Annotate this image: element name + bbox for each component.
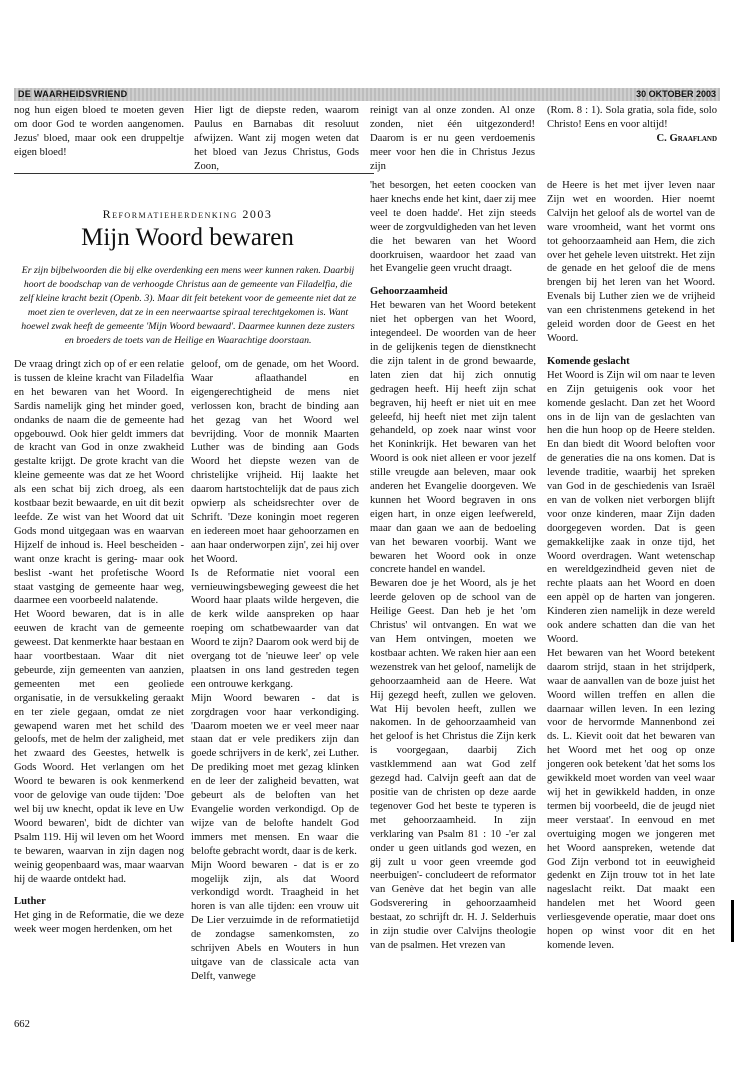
article-kicker: Reformatieherdenking 2003 [102, 207, 273, 221]
issue-date: 30 OKTOBER 2003 [636, 89, 716, 99]
page-number: 662 [14, 1019, 30, 1030]
article-col-4 [547, 179, 715, 953]
prev-article-col-1 [14, 104, 184, 160]
paragraph: geloof, om de genade, om het Woord. Waar aflaathandel en eigengerechtigheid de mens niet verlossen kon, bracht de binding aan het gezag van het Woord wel bevrijding. Voor de monnik Maarten Luther was de binding aan Gods Woord het diepste wezen van de christelijke vrijheid. Hij laakte het daarom hartstochtelijk dat de paus zich opwierp als scheidsrechter over de Schrift. 'Deze koningin moet regeren en iedereen moet haar gehoorzamen en aan haar onderworpen zijn', zei hij over het Woord. [191, 359, 359, 565]
article-col-2 [191, 358, 359, 984]
paragraph: reinigt van al onze zonden. Al onze zonden, niet één uitgezonderd! Daarom is er nu geen verdoemenis meer voor hen die in Christus Jezus zijn [370, 105, 535, 172]
prev-article-col-3 [370, 104, 535, 174]
paragraph: (Rom. 8 : 1). Sola gratia, sola fide, solo Christo! Eens en voor altijd! [547, 105, 717, 130]
paragraph: Mijn Woord bewaren - dat is er zo mogelijk zijn, als dat Woord verkondigd wordt. Traagheid in het horen is van alle tijden: een vrouw uit De Lier verzuimde in de reformatietijd de zondagse samenkomsten, zo schrijven Abels en Wouters in hun uitgave van de classicale acta van Delft, vanwege [191, 859, 359, 982]
paragraph: Hier ligt de diepste reden, waarom Paulus en Barnabas dit resoluut afwijzen. Want zij mogen weten dat het bloed van Jezus Christus, Gods Zoon, [194, 105, 359, 172]
masthead-title: DE WAARHEIDSVRIEND [18, 89, 128, 99]
paragraph: Het Woord bewaren, dat is in alle eeuwen de kracht van de gemeente geweest. Dat kenmerkte haar bestaan en haar voortbestaan. Waar dit niet gebeurde, zijn gemeenten van aanzien, gemeenten met een geoliede organisatie, in de versukkeling geraakt en ter ziele gegaan, omdat ze niet gewapend waren met het schild des geloofs, met de helm der zaligheid, met het zwaard des Geestes, hetwelk is Gods Woord. Het verlangen om het Woord te bewaren is ook kenmerkend voor de gelovige van oude tijden: 'Doe wel bij uw knecht, opdat ik leve en Uw Woord bewaren', bidt de dichter van Psalm 119. Hij wil leven om het Woord te bewaren, waarvan in zijn dagen nog weinig geopenbaard was, maar waarvan hij de waarde ontdekt had. [14, 609, 185, 885]
prev-article-col-2 [194, 104, 359, 174]
paragraph: Het ging in de Reformatie, die we deze week weer mogen herdenken, om het [14, 910, 184, 936]
paragraph: nog hun eigen bloed te moeten geven om door God te worden aangenomen. Jezus' bloed, maar ook een druppeltje eigen bloed! [14, 105, 184, 158]
section-divider [14, 173, 374, 174]
paragraph: Het bewaren van het Woord betekent niet het opbergen van het Woord, integendeel. De woorden van de heer in de gelijkenis tegen de dienstknecht die zijn talent in de grond bewaarde, laten zien dat hij zich onnutig gedragen heeft. Hij heeft zijn schat begraven, hij heeft er niet uit en mee geleefd, hij heeft niet met zijn talent gehandeld, op zoek naar winst voor het Koninkrijk. Het bewaren van het Woord is ook niet alleen er voor jezelf stille vreugde aan beleven, maar ook anderen het Evangelie doorgeven. We kunnen het Woord begraven in ons eigen hart, in onze eigen leefwereld, maar dan gaan we aan de bedoeling van het bewaren voorbij. Want we bewaren het Woord ook in onze concrete handel en wandel. [370, 300, 536, 576]
paragraph: De vraag dringt zich op of er een relatie is tussen de kleine kracht van Filadelfia en het bewaren van het Woord. In Sardis namelijk ging het minder goed, ondanks de naam die de gemeente had opgebouwd. Ook hier geldt immers dat de kracht van God in onze zwakheid gestalte krijgt. De grote kracht van die kleine gemeente was dat ze het Woord als een schat bij zich droeg, als een kostbaar bezit bewaarde, en uit dit bezit leefde. Ze wist van het Woord dat uit Gods mond uitgegaan was en waarvan Hijzelf de inhoud is. Heel bescheiden -want onze kracht is gering- maar ook beslist -want het profetische Woord staat vastging de gemeente haar weg, daarmee een voorbeeld nalatende. [14, 359, 184, 607]
subheading: Luther [14, 896, 46, 908]
paragraph: Is de Reformatie niet vooral een vernieuwingsbeweging geweest die het Woord haar plaats wilde hergeven, die de kerk wilde aanspreken op haar roeping om schatbewaarder van dat Woord te zijn? Daarom ook werd bij de overgang tot de 'nieuwe leer' op vele plaatsen in ons land gestreden tegen een ontrouwe kerkgang. [191, 567, 359, 690]
article-col-1 [14, 358, 184, 937]
paragraph: 'het besorgen, het eeten coocken van haer knechs ende het kint, daer zij mee veel te doen hadde'. Het zijn steeds weer de zorgvuldigheden van het leven die het bewaren van het Woord doorkruisen, waardoor het zaad van het Evangelie geen vrucht draagt. [370, 180, 537, 275]
paragraph: Mijn Woord bewaren - dat is zorgdragen voor haar verkondiging. 'Daarom moeten we er veel meer naar staan dat er vele predikers zijn dan goede schrijvers in de kerk', zei Luther. De prediking moet met gezag klinken en de leer der zaligheid bevatten, wat gebeurt als de beloften van het Evangelie worden verkondigd. Op de wijze van de belofte handelt God immers met mensen. En waar die belofte gebracht wordt, daar is de kerk. [191, 692, 359, 857]
masthead-bar [14, 88, 720, 101]
paragraph: de Heere is het met ijver leven naar Zijn wet en woorden. Hier noemt Calvijn het geloof als de wortel van de ware vroomheid, want het vormt ons tot gehoorzaamheid aan Hem, die zich over het gehele leven uitstrekt. Het zijn de genade en het geloof die de mens brengen bij het leren van het Woord. Evenals bij Luther zien we de vrijheid van een christenmens getekend in het geleid worden door de Geest en het Woord. [547, 180, 715, 344]
article-title: Mijn Woord bewaren [81, 224, 294, 251]
subheading: Gehoorzaamheid [370, 286, 448, 298]
subheading: Komende geslacht [547, 355, 630, 367]
author-signature: C. Graafland [656, 132, 717, 144]
prev-article-col-4 [547, 104, 717, 146]
paragraph: Het Woord is Zijn wil om naar te leven en Zijn getuigenis ook voor het komende geslacht. Dan zet het Woord ons in de lijn van de geslachten van hen die hun hoop op de Heere stelden. En dan biedt dit Woord beloften voor de generaties die na ons komen. Dat is levende traditie, waarbij het spreken van God in de geschiedenis van Israël en van de volken niet verborgen blijft voor onze kinderen, maar Zijn daden doorgegeven worden. Dat is geen gemakkelijke zaak in onze tijd, het Woord overdragen. Want wetenschap en wereldgezindheid geven niet de rechte plaats aan het Woord en doen een appèl op de harten van jongeren. Kinderen zien namelijk in deze wereld ook andere schatten dan die van het Woord. [547, 369, 715, 645]
article-intro: Er zijn bijbelwoorden die bij elke overdenking een mens weer kunnen raken. Daarbij hoort de boodschap van de verhoogde Christus aan de gemeente van Filadelfia, die zelf kleine kracht bezit (Openb. 3). Maar dit feit betekent voor de gemeente niet dat ze moet zien te overleven, dat ze in een neerwaartse spiraal terechtgekomen is. Want hoewel zwak heeft de gemeente 'Mijn Woord bewaard'. Daarmee kunnen deze zusters en broeders de toets van de Heilige en Waarachtige doorstaan. [19, 265, 357, 346]
paragraph: Bewaren doe je het Woord, als je het leerde geloven op de school van de Heilige Geest. Dan heb je het 'om Christus' wil ontvangen. En wat we van Hem ontvingen, moeten we kostbaar achten. We raken hier aan een wezenstrek van het geloof, namelijk de gehoorzaamheid aan de Heere. Wat Hij gezegd heeft, zullen we geloven. Wat Hij bevolen heeft, zullen we nakomen. In de gehoorzaamheid van het geloof is het Christus die Zijn kerk is voorgegaan, daarbij Zich vastklemmend aan wat God zelf gezegd had. Calvijn geeft aan dat de positie van de christen op deze aarde tegenover God het beste te typeren is met gehoorzaamheid. In zijn verklaring van Psalm 81 : 10 -'er zal onder u geen uitlands god wezen, en gij zult u voor geen vreemde god neerbuigen'- concludeert de reformator van Genève dat het begin van alle Godsverering in gehoorzaamheid bestaat, zo schrijft dr. H. J. Selderhuis in zijn studie over Calvijns theologie van de psalmen. Het vrezen van [370, 578, 536, 951]
scan-edge-mark [731, 900, 734, 942]
article-col-3 [370, 179, 536, 953]
paragraph: Het bewaren van het Woord betekent daarom strijd, staan in het strijdperk, waar de aanvallen van de boze juist het Woord willen treffen en allen die daarnaar willen leven. In een lezing voor de hervormde Mannenbond zei ds. L. Kievit ooit dat het bewaren van het Woord met het oog op onze jongeren ook betekent 'dat het soms los gewikkeld moet worden van veel waar wij het in gewikkeld hadden, in onze termen bij voorbeeld, die de jeugd niet meer verstaat'. In eenvoud en met overtuiging mogen we jongeren met het Woord aanspreken, wetende dat God Zijn verbond tot in eeuwigheid gedenkt en Zijn trouw tot in het late nageslacht reikt. Dat maakt een handelen met het Woord geen verliesgevende operatie, maar doet ons hopen op winst voor dit en het komende leven. [547, 647, 715, 951]
